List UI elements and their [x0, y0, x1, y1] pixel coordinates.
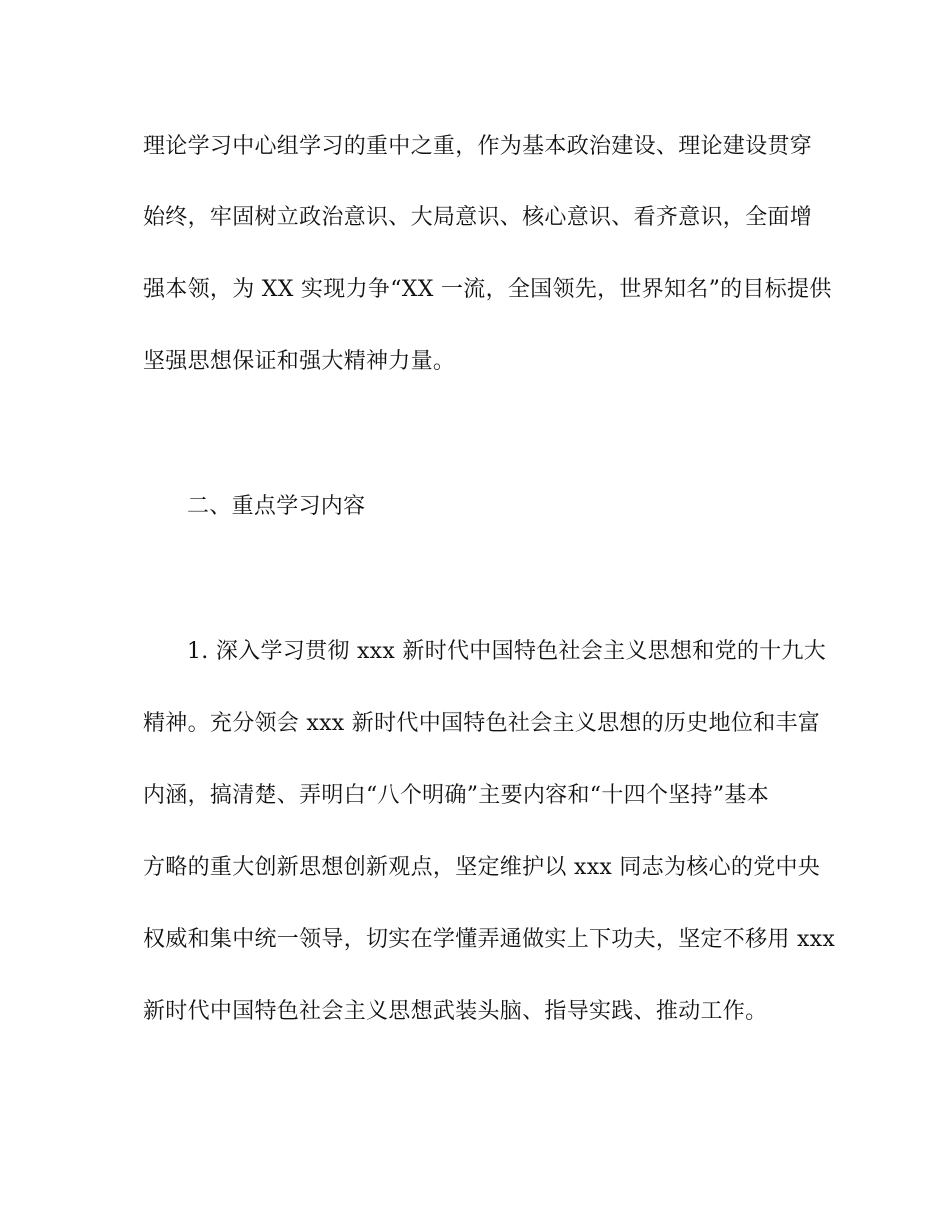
section-heading: 二、重点学习内容 [187, 494, 366, 519]
paragraph-2-line-3: 内涵，搞清楚、弄明白“八个明确”主要内容和“十四个坚持”基本 [143, 783, 769, 808]
paragraph-2-line-2: 精神。充分领会 xxx 新时代中国特色社会主义思想的历史地位和丰富 [143, 711, 821, 736]
paragraph-1-line-2: 始终，牢固树立政治意识、大局意识、核心意识、看齐意识，全面增 [143, 205, 813, 230]
paragraph-2-line-6: 新时代中国特色社会主义思想武装头脑、指导实践、推动工作。 [143, 999, 768, 1024]
paragraph-1-line-4: 坚强思想保证和强大精神力量。 [143, 349, 456, 374]
paragraph-2-line-1: 1. 深入学习贯彻 xxx 新时代中国特色社会主义思想和党的十九大 [187, 639, 827, 664]
paragraph-1-line-1: 理论学习中心组学习的重中之重，作为基本政治建设、理论建设贯穿 [143, 134, 813, 159]
paragraph-2-line-4: 方略的重大创新思想创新观点，坚定维护以 xxx 同志为核心的党中央 [143, 855, 821, 880]
paragraph-2-line-5: 权威和集中统一领导，切实在学懂弄通做实上下功夫，坚定不移用 xxx [143, 927, 836, 952]
paragraph-1-line-3: 强本领，为 XX 实现力争“XX 一流，全国领先，世界知名”的目标提供 [143, 277, 832, 302]
